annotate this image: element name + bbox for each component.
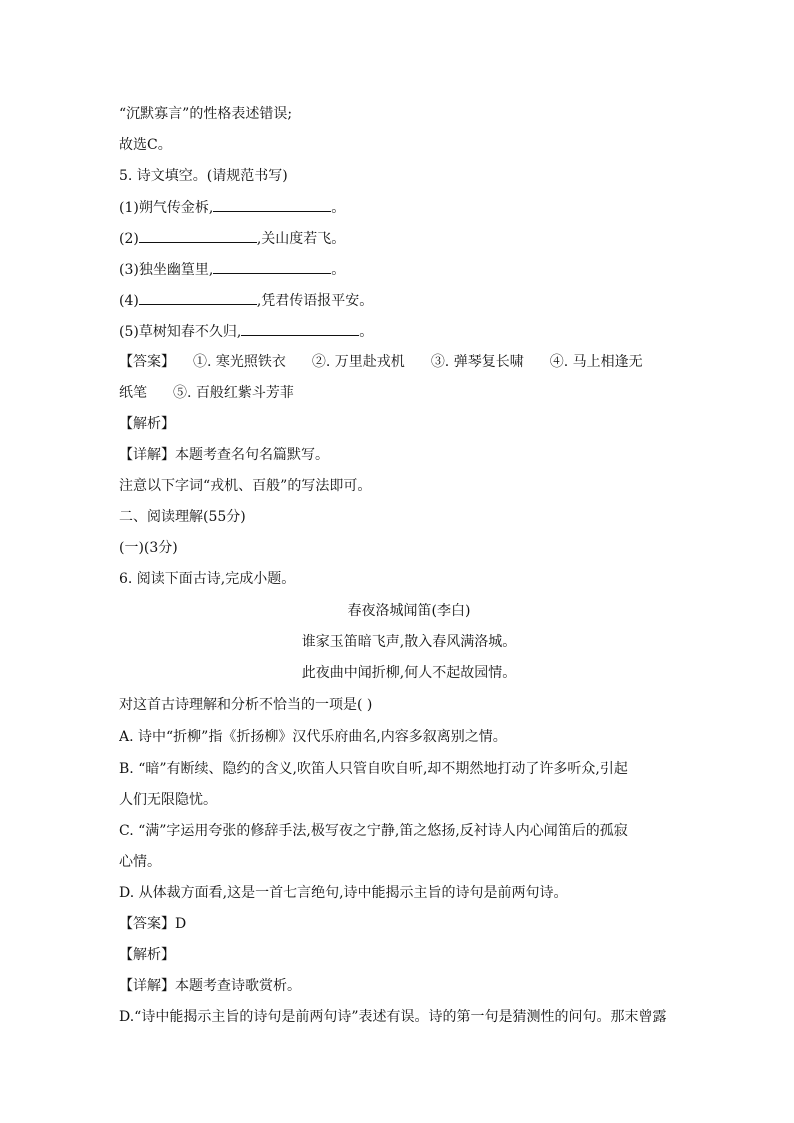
blank-line <box>213 259 331 274</box>
detail-text: 【详解】本题考查诗歌赏析。 <box>119 978 301 994</box>
fill-blank-2 <box>119 228 679 249</box>
option-a: A. 诗中“折柳”指《折扬柳》汉代乐府曲名,内容多叙离别之情。 <box>119 729 507 745</box>
analysis-tag: 【解析】 <box>119 947 175 963</box>
option-d: D. 从体裁方面看,这是一首七言绝句,诗中能揭示主旨的诗句是前两句诗。 <box>119 885 568 901</box>
question-stem: 对这首古诗理解和分析不恰当的一项是( ) <box>119 697 373 713</box>
answer-tag: 【答案】 <box>119 354 175 370</box>
answer-item: 纸笔 <box>119 385 147 401</box>
blank-line <box>241 321 359 336</box>
option-b-cont: 人们无限隐忧。 <box>119 792 217 808</box>
subsection-heading: (一)(3分) <box>119 540 178 556</box>
blank-line <box>139 228 257 243</box>
poem-line: 此夜曲中闻折柳,何人不起故园情。 <box>301 665 517 681</box>
answer-line <box>119 352 679 372</box>
question-6-heading: 6. 阅读下面古诗,完成小题。 <box>119 571 296 587</box>
fill-blank-3-suffix: 。 <box>331 262 346 278</box>
fill-blank-5-prefix: (5)草树知春不久归, <box>119 324 242 340</box>
blank-line <box>139 290 257 305</box>
poem-title: 春夜洛城闻笛(李白) <box>347 603 471 619</box>
answer-tag: 【答案】D <box>119 916 187 932</box>
fill-blank-5 <box>119 321 679 342</box>
fill-blank-4-suffix: ,凭君传语报平安。 <box>256 293 374 309</box>
answer-item: ①. 寒光照铁衣 <box>193 354 286 370</box>
section-heading: 二、阅读理解(55分) <box>119 509 246 525</box>
fill-blank-3 <box>119 259 679 280</box>
fill-blank-4 <box>119 290 679 311</box>
fill-blank-5-suffix: 。 <box>359 324 374 340</box>
fill-blank-2-suffix: ,关山度若飞。 <box>256 231 346 247</box>
fill-blank-3-prefix: (3)独坐幽篁里, <box>119 262 214 278</box>
explanation-text: D.“诗中能揭示主旨的诗句是前两句诗”表述有误。诗的第一句是猜测性的问句。那末曾露 <box>119 1009 667 1025</box>
answer-line-cont <box>119 383 679 403</box>
answer-item: ④. 马上相逢无 <box>549 354 643 370</box>
option-c: C. “满”字运用夸张的修辞手法,极写夜之宁静,笛之悠扬,反衬诗人内心闻笛后的孤寂 <box>119 823 628 839</box>
question-5-heading: 5. 诗文填空。(请规范书写) <box>119 168 288 184</box>
fill-blank-4-prefix: (4) <box>119 293 139 309</box>
analysis-tag: 【解析】 <box>119 416 175 432</box>
fill-blank-1-prefix: (1)朔气传金柝, <box>119 200 214 216</box>
poem-line: 谁家玉笛暗飞声,散入春风满洛城。 <box>301 634 517 650</box>
option-b: B. “暗”有断续、隐约的含义,吹笛人只管自吹自听,却不期然地打动了许多听众,引起 <box>119 761 628 777</box>
note-text: 注意以下字词“戎机、百般”的写法即可。 <box>119 478 372 494</box>
detail-text: 【详解】本题考查名句名篇默写。 <box>119 447 329 463</box>
fill-blank-1-suffix: 。 <box>331 200 346 216</box>
answer-item: ②. 万里赴戎机 <box>311 354 405 370</box>
text-line: “沉默寡言”的性格表述错误; <box>119 106 293 122</box>
text-line: 故选C。 <box>119 137 172 153</box>
option-c-cont: 心情。 <box>119 854 161 870</box>
answer-item: ⑤. 百般红紫斗芳菲 <box>173 385 294 401</box>
fill-blank-2-prefix: (2) <box>119 231 139 247</box>
answer-item: ③. 弹琴复长啸 <box>430 354 524 370</box>
fill-blank-1 <box>119 197 679 218</box>
blank-line <box>213 197 331 212</box>
